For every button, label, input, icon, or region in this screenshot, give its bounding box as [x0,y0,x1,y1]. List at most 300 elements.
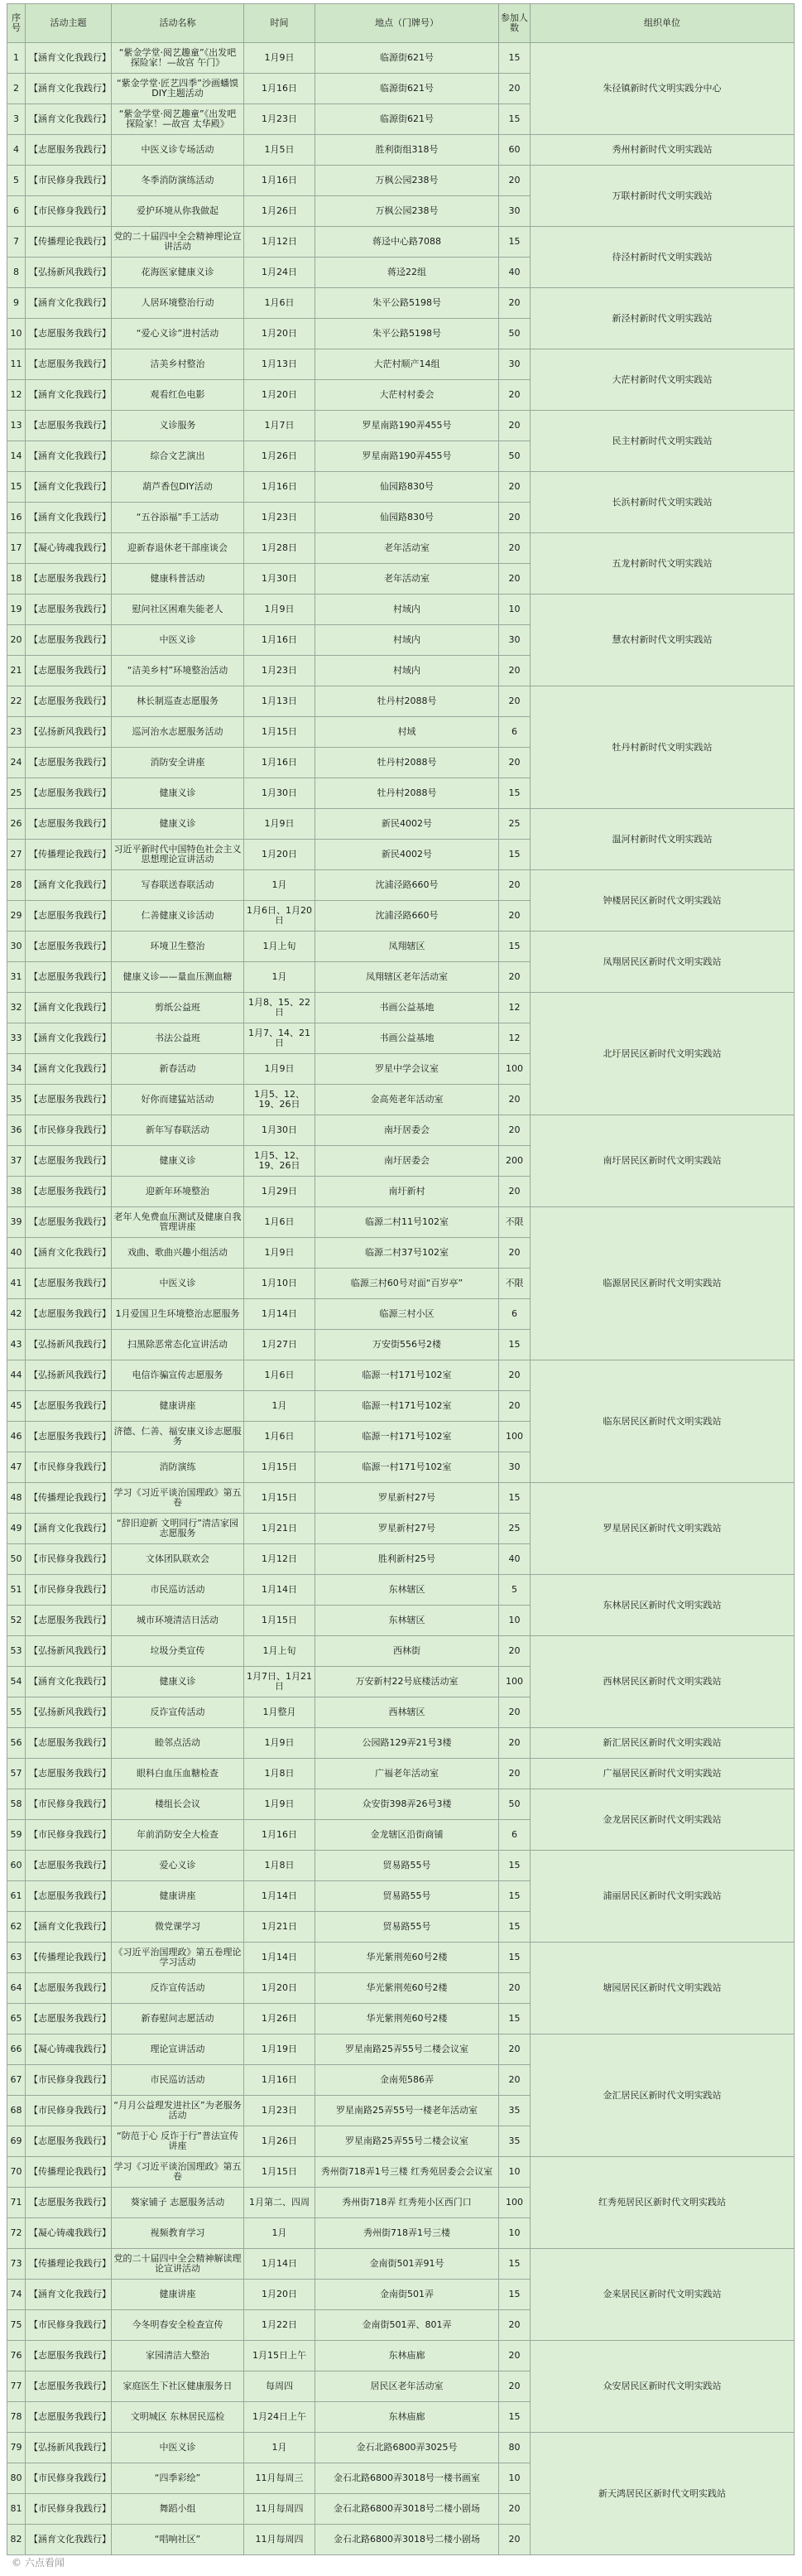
cell-theme: 【市民修身我践行】 [26,2310,112,2341]
cell-no: 5 [7,166,26,196]
cell-no: 43 [7,1330,26,1360]
cell-time: 1月9日 [244,1054,315,1085]
cell-time: 1月14日 [244,1881,315,1912]
cell-count: 35 [499,2096,531,2126]
cell-name: 视频教育学习 [112,2218,244,2249]
cell-org: 北圩居民区新时代文明实践站 [531,993,795,1115]
cell-time: 1月8日 [244,1851,315,1881]
cell-theme: 【凝心铸魂我践行】 [26,2218,112,2249]
cell-no: 35 [7,1085,26,1115]
cell-name: 中医义诊专场活动 [112,135,244,166]
cell-count: 20 [499,870,531,901]
cell-place: 东林庙廊 [315,2402,499,2433]
cell-name: 戏曲、歌曲兴趣小组活动 [112,1238,244,1269]
cell-time: 1月 [244,1391,315,1422]
cell-name: 中医义诊 [112,2433,244,2463]
cell-count: 20 [499,2310,531,2341]
cell-time: 1月10日 [244,1269,315,1299]
cell-time: 1月12日 [244,1544,315,1575]
cell-place: 书画公益基地 [315,1023,499,1054]
cell-place: 秀州街718弄1号三楼 [315,2218,499,2249]
cell-org: 红秀苑居民区新时代文明实践站 [531,2157,795,2249]
cell-time: 1月9日 [244,1728,315,1759]
table-row [7,1789,795,1820]
cell-place: 临源街621号 [315,104,499,135]
table-row [7,809,795,840]
cell-theme: 【志愿服务我践行】 [26,748,112,778]
cell-count: 15 [499,104,531,135]
table-row [7,595,795,625]
cell-place: 华光紫荆苑60号2楼 [315,1943,499,1973]
cell-time: 1月26日 [244,441,315,472]
cell-org: 钟楼居民区新时代文明实践站 [531,870,795,932]
cell-count: 15 [499,43,531,74]
cell-time: 1月9日 [244,1789,315,1820]
cell-place: 华光紫荆苑60号2楼 [315,1973,499,2004]
cell-no: 25 [7,778,26,809]
cell-time: 1月14日 [244,1943,315,1973]
cell-place: 东林庙廊 [315,2341,499,2371]
cell-place: 凤翔辖区 [315,932,499,962]
cell-name: 仁善健康义诊活动 [112,901,244,932]
cell-count: 20 [499,74,531,104]
cell-theme: 【涵育文化我践行】 [26,2525,112,2555]
cell-count: 20 [499,1728,531,1759]
cell-place: 罗星南路25弄55号一楼老年活动室 [315,2096,499,2126]
cell-place: 万安新村22号底楼活动室 [315,1667,499,1697]
cell-time: 1月7日 [244,411,315,441]
cell-time: 1月15日 [244,1483,315,1514]
cell-name: 老年人免费血压测试及健康自我管理讲座 [112,1207,244,1238]
cell-count: 12 [499,993,531,1023]
cell-place: 居民区老年活动室 [315,2371,499,2402]
cell-count: 20 [499,1115,531,1146]
cell-time: 1月5、12、19、26日 [244,1085,315,1115]
cell-place: 贸易路55号 [315,1881,499,1912]
cell-theme: 【涵育文化我践行】 [26,1023,112,1054]
cell-time: 1月 [244,2433,315,2463]
cell-no: 69 [7,2126,26,2157]
cell-theme: 【志愿服务我践行】 [26,2188,112,2218]
cell-name: 好你而建猛站活动 [112,1085,244,1115]
cell-place: 金石北路6800弄3018号一楼书画室 [315,2463,499,2494]
cell-place: 临源一村171号102室 [315,1391,499,1422]
cell-time: 1月16日 [244,472,315,503]
cell-no: 79 [7,2433,26,2463]
cell-name: 迎新春退休老干部座谈会 [112,533,244,564]
cell-theme: 【涵育文化我践行】 [26,104,112,135]
cell-time: 1月8日 [244,1759,315,1789]
cell-org: 秀州村新时代文明实践站 [531,135,795,166]
cell-place: 秀州街718弄 红秀苑小区西门口 [315,2188,499,2218]
cell-theme: 【志愿服务我践行】 [26,1146,112,1177]
cell-count: 20 [499,748,531,778]
cell-no: 82 [7,2525,26,2555]
cell-no: 17 [7,533,26,564]
cell-place: 金石北路6800弄3018号二楼小剧场 [315,2525,499,2555]
cell-no: 50 [7,1544,26,1575]
cell-org: 临东居民区新时代文明实践站 [531,1360,795,1483]
cell-time: 1月12日 [244,227,315,258]
cell-time: 1月16日 [244,166,315,196]
cell-place: 东林辖区 [315,1606,499,1636]
cell-theme: 【志愿服务我践行】 [26,2371,112,2402]
cell-count: 20 [499,1360,531,1391]
cell-no: 61 [7,1881,26,1912]
cell-theme: 【涵育文化我践行】 [26,1514,112,1544]
cell-name: 冬季消防演练活动 [112,166,244,196]
cell-place: 牡丹村2088号 [315,778,499,809]
cell-time: 1月上旬 [244,932,315,962]
cell-name: 健康讲座 [112,2280,244,2310]
cell-org: 浦丽居民区新时代文明实践站 [531,1851,795,1943]
cell-no: 48 [7,1483,26,1514]
cell-place: 罗星新村27号 [315,1514,499,1544]
cell-name: “紫金学堂·匠艺四季”沙画蟠馍DIY主题活动 [112,74,244,104]
cell-place: 蒋迳中心路7088 [315,227,499,258]
cell-place: 临源街621号 [315,43,499,74]
cell-no: 36 [7,1115,26,1146]
cell-time: 1月26日 [244,2126,315,2157]
table-body [7,43,795,2555]
cell-name: 书法公益班 [112,1023,244,1054]
cell-place: 贸易路55号 [315,1851,499,1881]
cell-count: 20 [499,901,531,932]
cell-count: 100 [499,1054,531,1085]
cell-org: 金汇居民区新时代文明实践站 [531,2034,795,2157]
cell-name: 林长制巡查志愿服务 [112,686,244,717]
cell-time: 1月 [244,962,315,993]
table-row [7,1851,795,1881]
cell-no: 14 [7,441,26,472]
cell-count: 10 [499,2157,531,2188]
cell-name: 义诊服务 [112,411,244,441]
cell-no: 39 [7,1207,26,1238]
cell-theme: 【市民修身我践行】 [26,2065,112,2096]
cell-count: 15 [499,2402,531,2433]
header-name: 活动名称 [112,4,244,43]
cell-theme: 【志愿服务我践行】 [26,1728,112,1759]
cell-no: 74 [7,2280,26,2310]
cell-name: “月月公益理发进社区”为老服务活动 [112,2096,244,2126]
cell-count: 50 [499,319,531,349]
cell-count: 20 [499,1085,531,1115]
header-theme: 活动主题 [26,4,112,43]
cell-place: 金高苑老年活动室 [315,1085,499,1115]
cell-place: 金石北路6800弄3018号二楼小剧场 [315,2494,499,2525]
cell-name: 睦邻点活动 [112,1728,244,1759]
cell-name: 新年写春联活动 [112,1115,244,1146]
cell-place: 胜利街组318号 [315,135,499,166]
header-place: 地点（门牌号） [315,4,499,43]
cell-count: 15 [499,227,531,258]
watermark-logo: © 六点看闻 [12,2557,65,2569]
cell-count: 25 [499,1514,531,1544]
cell-name: 健康义诊 [112,1146,244,1177]
cell-count: 50 [499,1789,531,1820]
cell-count: 20 [499,1636,531,1667]
cell-place: 公园路129弄21号3楼 [315,1728,499,1759]
cell-count: 15 [499,1943,531,1973]
cell-count: 15 [499,1881,531,1912]
cell-time: 1月 [244,2218,315,2249]
cell-time: 11月每周三 [244,2463,315,2494]
cell-name: 楼组长会议 [112,1789,244,1820]
cell-no: 58 [7,1789,26,1820]
cell-time: 1月9日 [244,809,315,840]
cell-no: 2 [7,74,26,104]
cell-org: 五龙村新时代文明实践站 [531,533,795,595]
cell-count: 35 [499,2126,531,2157]
cell-name: 电信诈骗宣传志愿服务 [112,1360,244,1391]
cell-place: 老年活动室 [315,564,499,595]
cell-count: 20 [499,1973,531,2004]
cell-name: 党的二十届四中全会精神理论宣讲活动 [112,227,244,258]
cell-place: 沈浦泾路660号 [315,870,499,901]
cell-org: 长浜村新时代文明实践站 [531,472,795,533]
cell-theme: 【志愿服务我践行】 [26,1085,112,1115]
cell-no: 13 [7,411,26,441]
cell-count: 10 [499,2463,531,2494]
cell-count: 30 [499,625,531,656]
cell-theme: 【志愿服务我践行】 [26,2402,112,2433]
cell-no: 57 [7,1759,26,1789]
cell-no: 8 [7,258,26,288]
cell-name: 文明城区 东林居民巡检 [112,2402,244,2433]
cell-place: 村域内 [315,625,499,656]
cell-time: 1月16日 [244,1820,315,1851]
cell-count: 20 [499,686,531,717]
cell-name: “辞旧迎新 文明同行”清洁家园志愿服务 [112,1514,244,1544]
cell-place: 仙园路830号 [315,503,499,533]
cell-name: 环境卫生整治 [112,932,244,962]
cell-name: 反诈宣传活动 [112,1973,244,2004]
cell-org: 众安居民区新时代文明实践站 [531,2341,795,2433]
cell-place: 临源三村小区 [315,1299,499,1330]
cell-no: 60 [7,1851,26,1881]
cell-count: 15 [499,2249,531,2280]
cell-place: 临源三村60号对面“百岁亭” [315,1269,499,1299]
cell-count: 10 [499,595,531,625]
table-row [7,43,795,74]
cell-name: 学习《习近平谈治国理政》第五卷 [112,2157,244,2188]
cell-count: 10 [499,2218,531,2249]
cell-no: 38 [7,1177,26,1207]
cell-place: 仙园路830号 [315,472,499,503]
cell-count: 15 [499,1912,531,1943]
cell-name: 学习《习近平谈治国理政》第五卷 [112,1483,244,1514]
cell-theme: 【凝心铸魂我践行】 [26,2034,112,2065]
cell-name: 城市环境清洁日活动 [112,1606,244,1636]
cell-count: 20 [499,1759,531,1789]
cell-place: 众安街398弄26号3楼 [315,1789,499,1820]
cell-count: 6 [499,1820,531,1851]
table-row [7,2157,795,2188]
cell-count: 20 [499,2525,531,2555]
table-row [7,1636,795,1667]
cell-theme: 【市民修身我践行】 [26,1575,112,1606]
cell-no: 67 [7,2065,26,2096]
cell-count: 30 [499,1452,531,1483]
cell-theme: 【志愿服务我践行】 [26,1391,112,1422]
cell-theme: 【志愿服务我践行】 [26,809,112,840]
cell-name: 1月爱国卫生环境整治志愿服务 [112,1299,244,1330]
cell-name: 市民巡访活动 [112,1575,244,1606]
cell-name: 市民巡访活动 [112,2065,244,2096]
cell-place: 广福老年活动室 [315,1759,499,1789]
cell-time: 1月13日 [244,349,315,380]
cell-time: 1月24日上午 [244,2402,315,2433]
cell-count: 20 [499,2341,531,2371]
cell-place: 罗星南路25弄55号二楼会议室 [315,2126,499,2157]
cell-name: “紫金学堂·阅艺趣童”《出发吧 探险家！—故宫 午门》 [112,43,244,74]
cell-no: 51 [7,1575,26,1606]
cell-theme: 【市民修身我践行】 [26,1544,112,1575]
cell-no: 52 [7,1606,26,1636]
cell-theme: 【志愿服务我践行】 [26,1269,112,1299]
cell-no: 9 [7,288,26,319]
cell-time: 1月9日 [244,1238,315,1269]
cell-no: 75 [7,2310,26,2341]
cell-time: 1月9日 [244,595,315,625]
cell-place: 贸易路55号 [315,1912,499,1943]
table-row [7,932,795,962]
cell-org: 凤翔居民区新时代文明实践站 [531,932,795,993]
cell-place: 朱平公路5198号 [315,288,499,319]
cell-place: 大茫村顺产14组 [315,349,499,380]
cell-theme: 【传播理论我践行】 [26,2249,112,2280]
cell-place: 金南街501弄 [315,2280,499,2310]
cell-no: 72 [7,2218,26,2249]
cell-time: 1月28日 [244,533,315,564]
cell-time: 1月5、12、19、26日 [244,1146,315,1177]
cell-place: 南圩居委会 [315,1146,499,1177]
cell-theme: 【志愿服务我践行】 [26,1881,112,1912]
cell-theme: 【志愿服务我践行】 [26,1422,112,1452]
cell-count: 20 [499,411,531,441]
cell-time: 1月6日 [244,1207,315,1238]
cell-time: 1月14日 [244,2249,315,2280]
cell-count: 20 [499,564,531,595]
cell-place: 罗星南路190弄455号 [315,411,499,441]
cell-count: 20 [499,503,531,533]
table-row [7,1728,795,1759]
cell-count: 20 [499,2034,531,2065]
cell-name: “洁美乡村”环境整治活动 [112,656,244,686]
cell-no: 28 [7,870,26,901]
table-row [7,2249,795,2280]
cell-no: 70 [7,2157,26,2188]
cell-no: 21 [7,656,26,686]
cell-no: 3 [7,104,26,135]
cell-place: 南圩新村 [315,1177,499,1207]
cell-place: 南圩居委会 [315,1115,499,1146]
cell-org: 万联村新时代文明实践站 [531,166,795,227]
cell-place: 新民4002号 [315,840,499,870]
cell-name: 反诈宣传活动 [112,1697,244,1728]
cell-count: 20 [499,2371,531,2402]
cell-count: 20 [499,1177,531,1207]
cell-count: 12 [499,1023,531,1054]
cell-no: 63 [7,1943,26,1973]
cell-theme: 【市民修身我践行】 [26,2463,112,2494]
cell-count: 20 [499,1391,531,1422]
cell-count: 30 [499,349,531,380]
header-count: 参加人数 [499,4,531,43]
cell-name: 家园清洁大整治 [112,2341,244,2371]
cell-theme: 【志愿服务我践行】 [26,1606,112,1636]
cell-theme: 【传播理论我践行】 [26,1943,112,1973]
table-row [7,2341,795,2371]
table-row [7,288,795,319]
cell-no: 16 [7,503,26,533]
cell-no: 20 [7,625,26,656]
cell-count: 100 [499,2188,531,2218]
cell-count: 20 [499,472,531,503]
cell-no: 64 [7,1973,26,2004]
cell-no: 34 [7,1054,26,1085]
cell-place: 书画公益基地 [315,993,499,1023]
cell-org: 塘园居民区新时代文明实践站 [531,1943,795,2034]
cell-name: 微党课学习 [112,1912,244,1943]
cell-place: 金南苑586弄 [315,2065,499,2096]
cell-org: 新泾村新时代文明实践站 [531,288,795,349]
cell-time: 1月26日 [244,2004,315,2034]
cell-time: 1月29日 [244,1177,315,1207]
cell-name: “唱响社区” [112,2525,244,2555]
cell-count: 25 [499,809,531,840]
cell-name: 健康义诊 [112,1667,244,1697]
cell-theme: 【志愿服务我践行】 [26,962,112,993]
cell-count: 15 [499,2280,531,2310]
table-row [7,1483,795,1514]
cell-name: “紫金学堂·阅艺趣童”《出发吧 探险家！—故宫 太华殿》 [112,104,244,135]
cell-count: 5 [499,1575,531,1606]
cell-place: 胜利新村25号 [315,1544,499,1575]
cell-place: 金龙辖区沿街商铺 [315,1820,499,1851]
cell-org: 慧农村新时代文明实践站 [531,595,795,686]
table-row [7,1943,795,1973]
cell-place: 万安街556号2楼 [315,1330,499,1360]
cell-name: 葫芦香包DIY活动 [112,472,244,503]
cell-time: 1月第二、四周 [244,2188,315,2218]
cell-theme: 【市民修身我践行】 [26,2096,112,2126]
cell-place: 大茫村村委会 [315,380,499,411]
cell-theme: 【弘扬新风我践行】 [26,717,112,748]
cell-time: 1月15日上午 [244,2341,315,2371]
cell-name: 剪纸公益班 [112,993,244,1023]
table-row [7,411,795,441]
cell-time: 1月30日 [244,1115,315,1146]
cell-org: 临源居民区新时代文明实践站 [531,1207,795,1360]
cell-name: 理论宣讲活动 [112,2034,244,2065]
cell-time: 1月6日 [244,1422,315,1452]
cell-count: 20 [499,656,531,686]
cell-no: 55 [7,1697,26,1728]
activity-table [7,3,795,2555]
cell-count: 20 [499,2065,531,2096]
cell-count: 15 [499,778,531,809]
cell-place: 华光紫荆苑60号2楼 [315,2004,499,2034]
cell-org: 西林居民区新时代文明实践站 [531,1636,795,1728]
cell-no: 78 [7,2402,26,2433]
cell-name: 党的二十届四中全会精神解读理论宣讲活动 [112,2249,244,2280]
cell-name: 今冬明春安全检查宣传 [112,2310,244,2341]
cell-name: 中医义诊 [112,1269,244,1299]
cell-no: 47 [7,1452,26,1483]
cell-no: 66 [7,2034,26,2065]
cell-org: 金来居民区新时代文明实践站 [531,2249,795,2341]
